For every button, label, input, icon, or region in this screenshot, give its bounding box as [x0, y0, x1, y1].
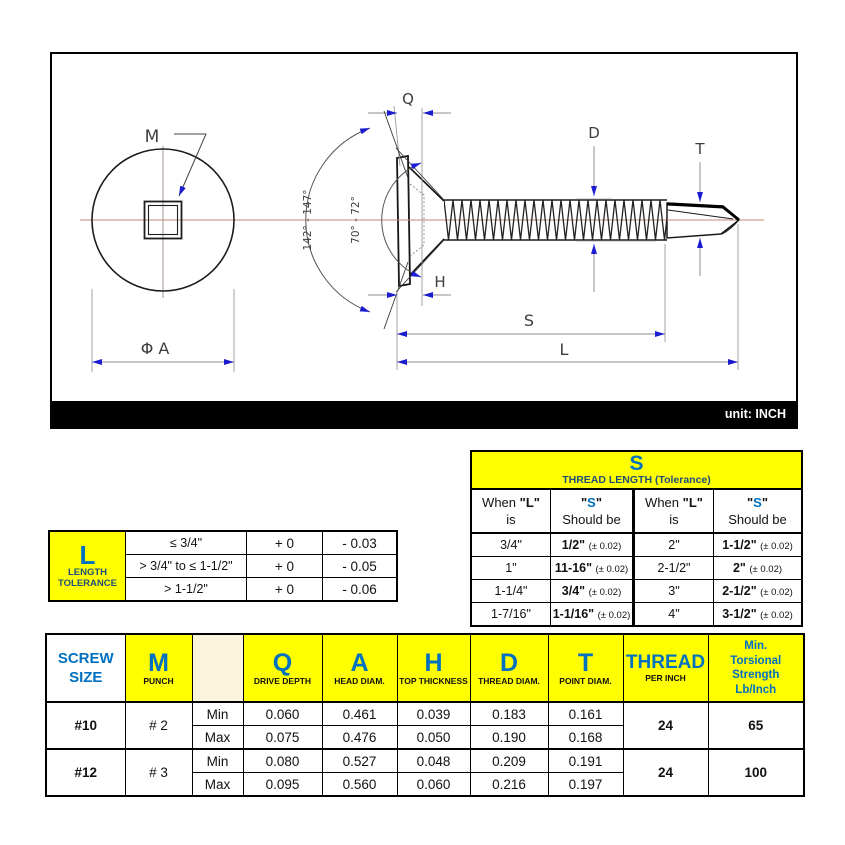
- l-dimension: [397, 224, 738, 370]
- cell-s: 2" (± 0.02): [714, 557, 803, 580]
- cell-max-label: Max: [192, 773, 243, 797]
- header-a-head-diam: A HEAD DIAM.: [322, 634, 397, 702]
- table-row: [471, 557, 802, 580]
- cell-strength: 100: [708, 749, 804, 796]
- cell-screw-size: #12: [46, 749, 125, 796]
- thread-section: [444, 200, 667, 240]
- table-row: [471, 489, 802, 533]
- cell-value: 0.216: [470, 773, 548, 797]
- cell-plus: + 0: [247, 555, 323, 578]
- cell-punch: # 3: [125, 749, 192, 796]
- header-m-punch: M PUNCH: [125, 634, 192, 702]
- cell-value: 0.060: [397, 773, 470, 797]
- cell-value: 0.080: [243, 749, 322, 773]
- dim-label-m: M: [144, 127, 160, 147]
- col-header-s-should-be: "S" Should be: [551, 489, 634, 533]
- header-q-drive-depth: Q DRIVE DEPTH: [243, 634, 322, 702]
- inner-angle-label: 70° - 72°: [350, 196, 362, 244]
- unit-bar: [52, 401, 796, 427]
- header-t-point-diam: T POINT DIAM.: [548, 634, 623, 702]
- dim-label-h: H: [434, 273, 446, 291]
- cell-thread-per-inch: 24: [623, 749, 708, 796]
- table-row: [471, 451, 802, 489]
- header-screw-size: SCREW SIZE: [46, 634, 125, 702]
- cell-plus: + 0: [247, 531, 323, 555]
- cell-value: 0.095: [243, 773, 322, 797]
- table-row: [471, 580, 802, 603]
- cell-screw-size: #10: [46, 702, 125, 749]
- cell-thread-per-inch: 24: [623, 702, 708, 749]
- cell-minus: - 0.05: [323, 555, 398, 578]
- cell-l: 3": [634, 580, 714, 603]
- dim-label-l: L: [559, 340, 569, 359]
- cell-minus: - 0.06: [323, 578, 398, 602]
- cell-value: 0.476: [322, 726, 397, 750]
- s-dimension: [397, 244, 665, 370]
- thread-length-table: [470, 450, 803, 627]
- table-row: [471, 533, 802, 557]
- cell-value: 0.560: [322, 773, 397, 797]
- table-row: [471, 603, 802, 627]
- cell-value: 0.161: [548, 702, 623, 726]
- dim-label-s: S: [523, 311, 535, 330]
- cell-value: 0.039: [397, 702, 470, 726]
- cell-punch: # 2: [125, 702, 192, 749]
- header-thread-per-inch: THREAD PER INCH: [623, 634, 708, 702]
- technical-drawing-box: [50, 52, 798, 429]
- screw-drawing: [52, 54, 796, 401]
- cell-value: 0.527: [322, 749, 397, 773]
- cell-l: 2": [634, 533, 714, 557]
- table-row: [49, 531, 397, 555]
- l-header-line1: LENGTH: [67, 567, 108, 578]
- cell-value: 0.197: [548, 773, 623, 797]
- cell-value: 0.461: [322, 702, 397, 726]
- s-title-letter: S: [629, 451, 644, 475]
- cell-s: 1-1/2" (± 0.02): [714, 533, 803, 557]
- header-torsional-strength: Min. Torsional Strength Lb/Inch: [708, 634, 804, 702]
- l-table-header-cell: [49, 531, 126, 601]
- dim-label-t: T: [695, 140, 705, 158]
- cell-range: ≤ 3/4": [126, 531, 247, 555]
- table-row: [46, 749, 804, 773]
- header-blank: [192, 634, 243, 702]
- cell-s: 3/4" (± 0.02): [551, 580, 634, 603]
- cell-s: 1/2" (± 0.02): [551, 533, 634, 557]
- s-table-title-cell: [471, 451, 802, 489]
- cell-value: 0.183: [470, 702, 548, 726]
- dim-label-q: Q: [402, 90, 414, 108]
- col-header-s-should-be: "S" Should be: [714, 489, 803, 533]
- cell-value: 0.168: [548, 726, 623, 750]
- cell-max-label: Max: [192, 726, 243, 750]
- header-h-top-thickness: H TOP THICKNESS: [397, 634, 470, 702]
- length-tolerance-table: [48, 530, 398, 602]
- drill-point: [667, 203, 739, 238]
- cell-strength: 65: [708, 702, 804, 749]
- unit-label: unit: INCH: [724, 407, 786, 421]
- header-d-thread-diam: D THREAD DIAM.: [470, 634, 548, 702]
- l-letter: L: [79, 540, 96, 570]
- cell-s: 11-16" (± 0.02): [551, 557, 634, 580]
- screw-spec-table: [45, 633, 805, 797]
- l-header-line2: TOLERANCE: [58, 578, 117, 589]
- dim-label-phi-a: Φ A: [140, 339, 170, 358]
- cell-l: 4": [634, 603, 714, 627]
- cell-s: 2-1/2" (± 0.02): [714, 580, 803, 603]
- cell-l: 1-1/4": [471, 580, 551, 603]
- col-header-when-l: When "L" is: [634, 489, 714, 533]
- dim-label-d: D: [588, 124, 600, 142]
- outer-angle-label: 142° - 147°: [302, 189, 314, 251]
- cell-l: 2-1/2": [634, 557, 714, 580]
- col-header-when-l: When "L" is: [471, 489, 551, 533]
- cell-l: 3/4": [471, 533, 551, 557]
- s-title-sub: THREAD LENGTH (Tolerance): [562, 473, 711, 486]
- cell-value: 0.191: [548, 749, 623, 773]
- table-header-row: [46, 634, 804, 702]
- cell-range: > 1-1/2": [126, 578, 247, 602]
- cell-minus: - 0.03: [323, 531, 398, 555]
- m-leader-arrow: [174, 134, 206, 196]
- cell-value: 0.048: [397, 749, 470, 773]
- cell-min-label: Min: [192, 749, 243, 773]
- cell-value: 0.050: [397, 726, 470, 750]
- cell-value: 0.060: [243, 702, 322, 726]
- cell-l: 1": [471, 557, 551, 580]
- cell-min-label: Min: [192, 702, 243, 726]
- cell-plus: + 0: [247, 578, 323, 602]
- cell-value: 0.209: [470, 749, 548, 773]
- cell-l: 1-7/16": [471, 603, 551, 627]
- cell-s: 3-1/2" (± 0.02): [714, 603, 803, 627]
- cell-value: 0.075: [243, 726, 322, 750]
- cell-value: 0.190: [470, 726, 548, 750]
- cell-range: > 3/4" to ≤ 1-1/2": [126, 555, 247, 578]
- cell-s: 1-1/16" (± 0.02): [551, 603, 634, 627]
- table-row: [46, 702, 804, 726]
